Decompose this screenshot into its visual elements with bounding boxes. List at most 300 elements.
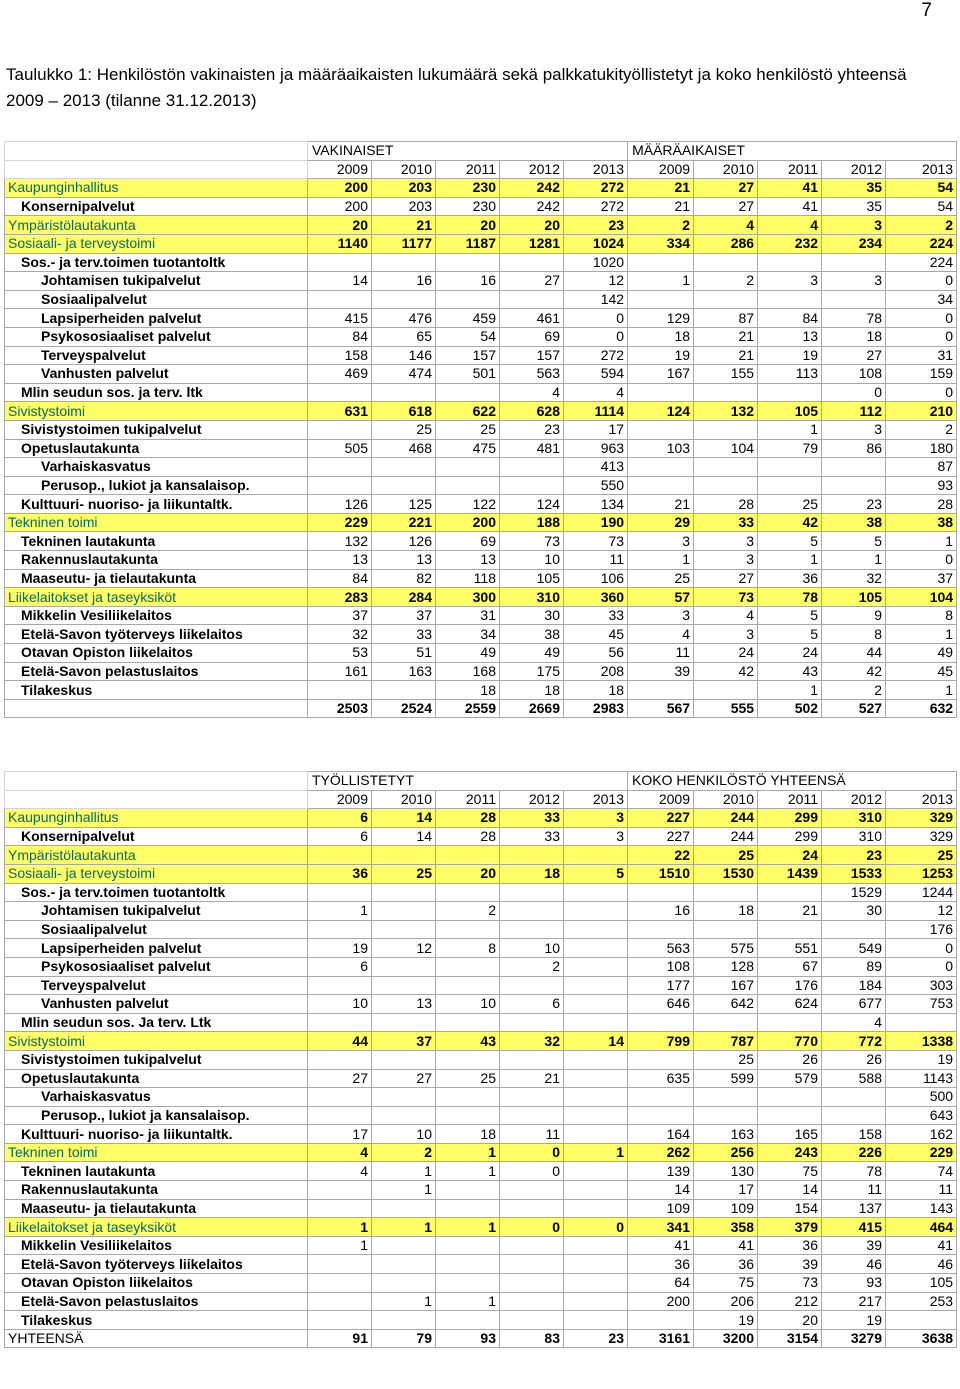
value-cell <box>628 920 694 939</box>
value-cell: 242 <box>500 197 564 216</box>
value-cell <box>500 476 564 495</box>
table-row <box>5 253 957 272</box>
value-cell: 35 <box>822 179 886 198</box>
value-cell <box>372 290 436 309</box>
value-cell: 787 <box>694 1032 758 1051</box>
value-cell <box>436 1088 500 1107</box>
value-cell: 1253 <box>886 864 957 883</box>
value-cell: 635 <box>628 1069 694 1088</box>
row-label: Terveyspalvelut <box>5 346 308 365</box>
value-cell <box>564 902 628 921</box>
value-cell <box>822 920 886 939</box>
value-cell: 772 <box>822 1032 886 1051</box>
row-label: Johtamisen tukipalvelut <box>5 272 308 291</box>
value-cell <box>694 1013 758 1032</box>
value-cell: 31 <box>886 346 957 365</box>
value-cell: 550 <box>564 476 628 495</box>
row-label: Sivistystoimi <box>5 402 308 421</box>
value-cell: 42 <box>758 513 822 532</box>
value-cell: 36 <box>308 864 372 883</box>
value-cell <box>308 846 372 865</box>
row-label: Varhaiskasvatus <box>5 458 308 477</box>
row-label: Mlin seudun sos. Ja terv. Ltk <box>5 1013 308 1032</box>
value-cell: 17 <box>308 1125 372 1144</box>
value-cell <box>628 681 694 700</box>
value-cell <box>372 1274 436 1293</box>
value-cell: 20 <box>308 216 372 235</box>
value-cell: 770 <box>758 1032 822 1051</box>
row-label: Lapsiperheiden palvelut <box>5 939 308 958</box>
value-cell <box>308 681 372 700</box>
value-cell: 84 <box>758 309 822 328</box>
value-cell <box>564 957 628 976</box>
value-cell: 227 <box>628 827 694 846</box>
table-row <box>5 864 957 883</box>
value-cell: 224 <box>886 234 957 253</box>
value-cell: 226 <box>822 1143 886 1162</box>
value-cell: 3 <box>694 625 758 644</box>
value-cell: 1244 <box>886 883 957 902</box>
table-row <box>5 1292 957 1311</box>
value-cell: 310 <box>500 588 564 607</box>
value-cell <box>628 420 694 439</box>
value-cell <box>564 1050 628 1069</box>
value-cell: 41 <box>694 1236 758 1255</box>
value-cell: 272 <box>564 346 628 365</box>
value-cell: 3 <box>822 420 886 439</box>
value-cell: 84 <box>308 569 372 588</box>
value-cell: 799 <box>628 1032 694 1051</box>
value-cell: 6 <box>308 809 372 828</box>
value-cell: 108 <box>822 365 886 384</box>
value-cell: 310 <box>822 809 886 828</box>
value-cell: 1439 <box>758 864 822 883</box>
table-employed-total <box>4 771 957 1348</box>
value-cell: 0 <box>500 1143 564 1162</box>
row-label: Etelä-Savon pelastuslaitos <box>5 662 308 681</box>
value-cell <box>822 476 886 495</box>
table-row <box>5 1013 957 1032</box>
value-cell <box>372 681 436 700</box>
table-row <box>5 1162 957 1181</box>
value-cell: 74 <box>886 1162 957 1181</box>
value-cell: 26 <box>822 1050 886 1069</box>
table-row <box>5 1069 957 1088</box>
value-cell: 0 <box>886 272 957 291</box>
value-cell <box>308 976 372 995</box>
value-cell: 272 <box>564 179 628 198</box>
value-cell: 17 <box>564 420 628 439</box>
row-label: Psykososiaaliset palvelut <box>5 327 308 346</box>
value-cell <box>694 920 758 939</box>
value-cell: 24 <box>758 846 822 865</box>
value-cell <box>500 1181 564 1200</box>
value-cell <box>308 883 372 902</box>
value-cell: 464 <box>886 1218 957 1237</box>
value-cell: 27 <box>500 272 564 291</box>
table-row <box>5 327 957 346</box>
value-cell: 28 <box>694 495 758 514</box>
table-row <box>5 1143 957 1162</box>
value-cell: 8 <box>436 939 500 958</box>
value-cell <box>372 476 436 495</box>
value-cell: 13 <box>372 995 436 1014</box>
value-cell: 475 <box>436 439 500 458</box>
value-cell: 753 <box>886 995 957 1014</box>
table-row <box>5 1050 957 1069</box>
value-cell: 13 <box>436 551 500 570</box>
value-cell: 16 <box>372 272 436 291</box>
value-cell <box>564 1236 628 1255</box>
value-cell: 73 <box>500 532 564 551</box>
year-header-cell: 2012 <box>500 160 564 179</box>
row-label: Sivistystoimen tukipalvelut <box>5 420 308 439</box>
table-row <box>5 939 957 958</box>
row-label: Konsernipalvelut <box>5 827 308 846</box>
value-cell: 158 <box>822 1125 886 1144</box>
value-cell: 284 <box>372 588 436 607</box>
row-label: Ympäristölautakunta <box>5 846 308 865</box>
value-cell <box>694 681 758 700</box>
value-cell: 618 <box>372 402 436 421</box>
row-label: Vanhusten palvelut <box>5 365 308 384</box>
value-cell: 54 <box>886 179 957 198</box>
value-cell: 234 <box>822 234 886 253</box>
value-cell: 19 <box>628 346 694 365</box>
value-cell: 2 <box>886 420 957 439</box>
table-permanent-temporary <box>4 141 957 718</box>
table-row <box>5 1125 957 1144</box>
value-cell: 13 <box>372 551 436 570</box>
row-label: YHTEENSÄ <box>5 1329 308 1348</box>
value-cell: 643 <box>886 1106 957 1125</box>
value-cell: 1 <box>758 551 822 570</box>
value-cell: 262 <box>628 1143 694 1162</box>
value-cell: 1020 <box>564 253 628 272</box>
value-cell: 677 <box>822 995 886 1014</box>
value-cell: 56 <box>564 644 628 663</box>
value-cell: 0 <box>564 1218 628 1237</box>
value-cell: 14 <box>372 827 436 846</box>
value-cell <box>500 1013 564 1032</box>
value-cell <box>500 1199 564 1218</box>
value-cell: 11 <box>822 1181 886 1200</box>
row-label: Sivistystoimen tukipalvelut <box>5 1050 308 1069</box>
value-cell: 461 <box>500 309 564 328</box>
value-cell: 3200 <box>694 1329 758 1348</box>
value-cell: 283 <box>308 588 372 607</box>
value-cell: 39 <box>758 1255 822 1274</box>
value-cell: 229 <box>308 513 372 532</box>
row-label: Sosiaali- ja terveystoimi <box>5 864 308 883</box>
row-label: Perusop., lukiot ja kansalaisop. <box>5 476 308 495</box>
value-cell: 73 <box>758 1274 822 1293</box>
row-label: Mikkelin Vesiliikelaitos <box>5 1236 308 1255</box>
value-cell: 20 <box>436 216 500 235</box>
row-label: Tilakeskus <box>5 681 308 700</box>
value-cell: 24 <box>758 644 822 663</box>
value-cell: 25 <box>372 420 436 439</box>
value-cell <box>436 1311 500 1330</box>
value-cell: 33 <box>500 827 564 846</box>
table-row <box>5 458 957 477</box>
row-label: Opetuslautakunta <box>5 1069 308 1088</box>
value-cell: 10 <box>500 939 564 958</box>
value-cell: 212 <box>758 1292 822 1311</box>
value-cell <box>758 383 822 402</box>
value-cell: 2 <box>628 216 694 235</box>
value-cell: 2524 <box>372 699 436 718</box>
value-cell: 45 <box>564 625 628 644</box>
value-cell: 3 <box>694 532 758 551</box>
value-cell: 10 <box>372 1125 436 1144</box>
value-cell <box>500 902 564 921</box>
row-label: Kaupunginhallitus <box>5 179 308 198</box>
value-cell: 1024 <box>564 234 628 253</box>
value-cell <box>886 1013 957 1032</box>
value-cell <box>500 253 564 272</box>
value-cell <box>758 1106 822 1125</box>
value-cell: 2503 <box>308 699 372 718</box>
value-cell: 44 <box>308 1032 372 1051</box>
value-cell <box>500 883 564 902</box>
value-cell <box>758 458 822 477</box>
value-cell: 39 <box>822 1236 886 1255</box>
value-cell: 35 <box>822 197 886 216</box>
value-cell: 157 <box>500 346 564 365</box>
value-cell <box>308 476 372 495</box>
value-cell: 1533 <box>822 864 886 883</box>
total-row <box>5 1329 957 1348</box>
table-row <box>5 234 957 253</box>
value-cell: 329 <box>886 809 957 828</box>
value-cell: 18 <box>436 1125 500 1144</box>
value-cell: 19 <box>822 1311 886 1330</box>
value-cell: 224 <box>886 253 957 272</box>
value-cell <box>822 290 886 309</box>
value-cell <box>628 1106 694 1125</box>
year-header-cell: 2013 <box>886 160 957 179</box>
table-row <box>5 272 957 291</box>
value-cell: 154 <box>758 1199 822 1218</box>
value-cell <box>436 920 500 939</box>
value-cell: 32 <box>500 1032 564 1051</box>
table-row <box>5 569 957 588</box>
table-row <box>5 1218 957 1237</box>
value-cell: 175 <box>500 662 564 681</box>
value-cell <box>436 1013 500 1032</box>
value-cell: 13 <box>308 551 372 570</box>
value-cell <box>372 1088 436 1107</box>
value-cell <box>308 253 372 272</box>
group-header-temporary: MÄÄRÄAIKAISET <box>628 142 957 161</box>
value-cell: 206 <box>694 1292 758 1311</box>
value-cell: 14 <box>372 809 436 828</box>
table-row <box>5 662 957 681</box>
value-cell: 23 <box>564 216 628 235</box>
value-cell: 75 <box>694 1274 758 1293</box>
value-cell: 18 <box>822 327 886 346</box>
value-cell <box>628 1088 694 1107</box>
value-cell <box>436 1199 500 1218</box>
value-cell: 642 <box>694 995 758 1014</box>
value-cell: 1 <box>308 1236 372 1255</box>
value-cell: 164 <box>628 1125 694 1144</box>
value-cell: 227 <box>628 809 694 828</box>
value-cell: 2 <box>372 1143 436 1162</box>
value-cell: 69 <box>500 327 564 346</box>
value-cell: 300 <box>436 588 500 607</box>
value-cell: 73 <box>694 588 758 607</box>
value-cell <box>822 253 886 272</box>
value-cell: 105 <box>822 588 886 607</box>
value-cell: 4 <box>564 383 628 402</box>
value-cell <box>822 458 886 477</box>
row-label: Tilakeskus <box>5 1311 308 1330</box>
value-cell <box>436 290 500 309</box>
value-cell: 329 <box>886 827 957 846</box>
table-row <box>5 365 957 384</box>
value-cell: 230 <box>436 179 500 198</box>
value-cell: 22 <box>628 846 694 865</box>
value-cell: 159 <box>886 365 957 384</box>
value-cell: 165 <box>758 1125 822 1144</box>
value-cell: 89 <box>822 957 886 976</box>
value-cell: 49 <box>886 644 957 663</box>
value-cell: 21 <box>758 902 822 921</box>
table-row <box>5 1199 957 1218</box>
value-cell: 244 <box>694 827 758 846</box>
row-label: Otavan Opiston liikelaitos <box>5 644 308 663</box>
value-cell: 33 <box>694 513 758 532</box>
row-label: Maaseutu- ja tielautakunta <box>5 569 308 588</box>
value-cell: 18 <box>628 327 694 346</box>
value-cell: 1529 <box>822 883 886 902</box>
table-row <box>5 179 957 198</box>
value-cell: 563 <box>500 365 564 384</box>
row-label: Maaseutu- ja tielautakunta <box>5 1199 308 1218</box>
row-label: Sivistystoimi <box>5 1032 308 1051</box>
value-cell: 1 <box>628 272 694 291</box>
year-header-cell: 2009 <box>308 160 372 179</box>
value-cell: 105 <box>758 402 822 421</box>
row-label: Liikelaitokset ja taseyksiköt <box>5 588 308 607</box>
row-label: Perusop., lukiot ja kansalaisop. <box>5 1106 308 1125</box>
value-cell <box>500 290 564 309</box>
value-cell <box>308 920 372 939</box>
row-label: Sos.- ja terv.toimen tuotantoltk <box>5 883 308 902</box>
value-cell <box>694 1106 758 1125</box>
value-cell <box>500 1050 564 1069</box>
year-header-cell: 2010 <box>372 790 436 809</box>
value-cell <box>436 253 500 272</box>
value-cell: 628 <box>500 402 564 421</box>
value-cell: 36 <box>758 1236 822 1255</box>
value-cell: 39 <box>628 662 694 681</box>
value-cell: 13 <box>758 327 822 346</box>
value-cell: 73 <box>564 532 628 551</box>
value-cell: 631 <box>308 402 372 421</box>
value-cell: 2 <box>822 681 886 700</box>
value-cell: 25 <box>694 846 758 865</box>
table-row <box>5 1032 957 1051</box>
value-cell: 104 <box>886 588 957 607</box>
value-cell <box>564 1274 628 1293</box>
value-cell: 155 <box>694 365 758 384</box>
table-row <box>5 902 957 921</box>
row-label: Ympäristölautakunta <box>5 216 308 235</box>
year-header-cell: 2013 <box>886 790 957 809</box>
value-cell <box>372 383 436 402</box>
value-cell: 26 <box>758 1050 822 1069</box>
value-cell: 12 <box>564 272 628 291</box>
value-cell: 105 <box>500 569 564 588</box>
table-row <box>5 402 957 421</box>
value-cell: 146 <box>372 346 436 365</box>
row-label: Mlin seudun sos. ja terv. ltk <box>5 383 308 402</box>
value-cell: 28 <box>886 495 957 514</box>
value-cell: 109 <box>628 1199 694 1218</box>
value-cell <box>694 1088 758 1107</box>
year-header-cell: 2010 <box>694 160 758 179</box>
value-cell: 3 <box>564 809 628 828</box>
value-cell: 21 <box>694 327 758 346</box>
value-cell <box>308 1181 372 1200</box>
value-cell: 27 <box>694 569 758 588</box>
value-cell: 555 <box>694 699 758 718</box>
year-header-cell: 2009 <box>628 790 694 809</box>
value-cell: 32 <box>308 625 372 644</box>
value-cell: 6 <box>500 995 564 1014</box>
value-cell: 130 <box>694 1162 758 1181</box>
value-cell: 229 <box>886 1143 957 1162</box>
table-row <box>5 809 957 828</box>
value-cell: 6 <box>308 827 372 846</box>
value-cell: 0 <box>564 327 628 346</box>
value-cell <box>628 1050 694 1069</box>
value-cell: 163 <box>372 662 436 681</box>
value-cell: 54 <box>886 197 957 216</box>
value-cell: 358 <box>694 1218 758 1237</box>
value-cell: 253 <box>886 1292 957 1311</box>
value-cell: 67 <box>758 957 822 976</box>
value-cell: 142 <box>564 290 628 309</box>
value-cell <box>372 976 436 995</box>
value-cell: 0 <box>564 309 628 328</box>
value-cell: 476 <box>372 309 436 328</box>
value-cell: 180 <box>886 439 957 458</box>
value-cell: 1140 <box>308 234 372 253</box>
value-cell: 4 <box>308 1162 372 1181</box>
value-cell: 2559 <box>436 699 500 718</box>
value-cell: 51 <box>372 644 436 663</box>
value-cell <box>564 1255 628 1274</box>
row-label: Terveyspalvelut <box>5 976 308 995</box>
value-cell <box>308 458 372 477</box>
value-cell: 203 <box>372 197 436 216</box>
value-cell: 500 <box>886 1088 957 1107</box>
row-label: Tekninen lautakunta <box>5 1162 308 1181</box>
value-cell: 244 <box>694 809 758 828</box>
value-cell <box>500 846 564 865</box>
value-cell: 167 <box>628 365 694 384</box>
value-cell: 622 <box>436 402 500 421</box>
value-cell <box>308 1292 372 1311</box>
value-cell: 16 <box>436 272 500 291</box>
value-cell: 27 <box>308 1069 372 1088</box>
value-cell: 10 <box>500 551 564 570</box>
value-cell: 413 <box>564 458 628 477</box>
